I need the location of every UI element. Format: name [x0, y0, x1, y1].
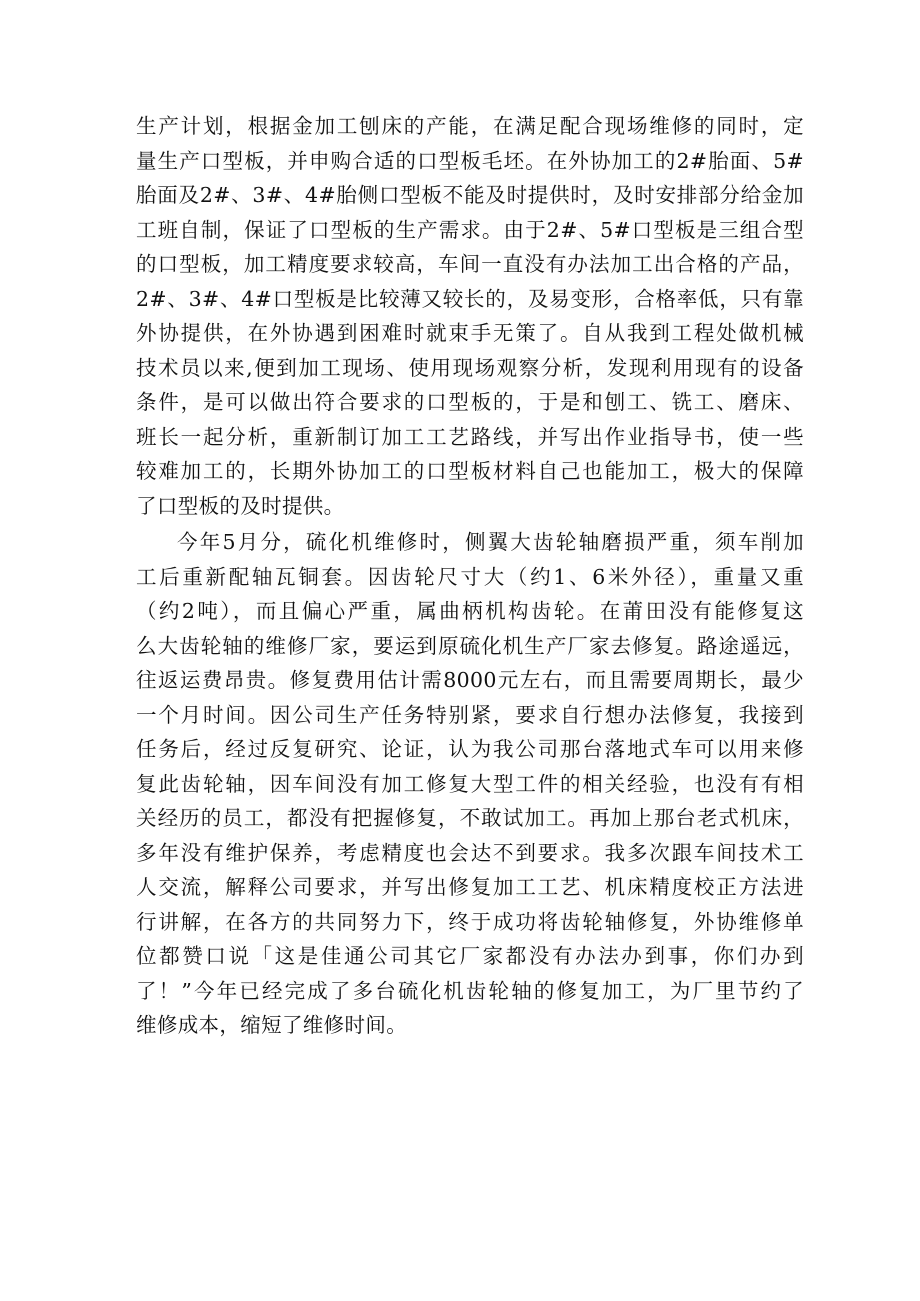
text-line: （约2吨），而且偏心严重，属曲柄机构齿轮。在莆田没有能修复这: [136, 599, 804, 623]
text-line: 胎面及2#、3#、4#胎侧口型板不能及时提供时，及时安排部分给金加: [136, 183, 804, 207]
text-line: 往返运费昂贵。修复费用估计需8000元左右，而且需要周期长，最少: [136, 668, 804, 692]
text-line: 任务后，经过反复研究、论证，认为我公司那台落地式车可以用来修: [136, 737, 804, 761]
text-line: 么大齿轮轴的维修厂家，要运到原硫化机生产厂家去修复。路途遥远，: [136, 633, 804, 658]
paragraph-1: [136, 109, 804, 523]
text-line: 量生产口型板，并申购合适的口型板毛坯。在外协加工的2#胎面、5#: [136, 148, 804, 173]
text-line: 条件，是可以做出符合要求的口型板的，于是和刨工、铣工、磨床、: [136, 390, 804, 414]
text-line: 多年没有维护保养，考虑精度也会达不到要求。我多次跟车间技术工: [136, 840, 804, 865]
text-line: 外协提供，在外协遇到困难时就束手无策了。自从我到工程处做机械: [136, 321, 804, 345]
text-line: 人交流，解释公司要求，并写出修复加工工艺、机床精度校正方法进: [136, 875, 804, 899]
text-line: 关经历的员工，都没有把握修复，不敢试加工。再加上那台老式机床，: [136, 806, 804, 830]
text-line: 位都赞口说「这是佳通公司其它厂家都没有办法办到事，你们办到: [136, 944, 804, 968]
text-line: 2#、3#、4#口型板是比较薄又较长的，及易变形，合格率低，只有靠: [136, 286, 804, 311]
text-line: 了口型板的及时提供。: [136, 493, 345, 518]
document-body: [136, 109, 804, 1043]
text-line: 较难加工的，长期外协加工的口型板材料自己也能加工，极大的保障: [136, 459, 804, 483]
text-line: 技术员以来,便到加工现场、使用现场观察分析，发现利用现有的设备: [136, 355, 804, 380]
text-line: 生产计划，根据金加工刨床的产能，在满足配合现场维修的同时，定: [136, 114, 804, 138]
text-line: 今年5月分，硫化机维修时，侧翼大齿轮轴磨损严重，须车削加: [177, 530, 804, 554]
text-line: 维修成本，缩短了维修时间。: [136, 1013, 408, 1037]
text-line: 一个月时间。因公司生产任务特别紧，要求自行想办法修复，我接到: [136, 702, 804, 727]
text-line: 了！”今年已经完成了多台硫化机齿轮轴的修复加工，为厂里节约了: [136, 978, 804, 1003]
text-line: 班长一起分析，重新制订加工工艺路线，并写出作业指导书，使一些: [136, 424, 804, 449]
text-line: 行讲解，在各方的共同努力下，终于成功将齿轮轴修复，外协维修单: [136, 909, 804, 934]
text-line: 的口型板，加工精度要求较高，车间一直没有办法加工出合格的产品，: [136, 252, 804, 276]
text-line: 工后重新配轴瓦铜套。因齿轮尺寸大（约1、6米外径），重量又重: [136, 564, 804, 589]
text-line: 复此齿轮轴，因车间没有加工修复大型工件的相关经验，也没有有相: [136, 771, 804, 796]
paragraph-2: [136, 525, 804, 1043]
text-line: 工班自制，保证了口型板的生产需求。由于2#、5#口型板是三组合型: [136, 217, 804, 242]
